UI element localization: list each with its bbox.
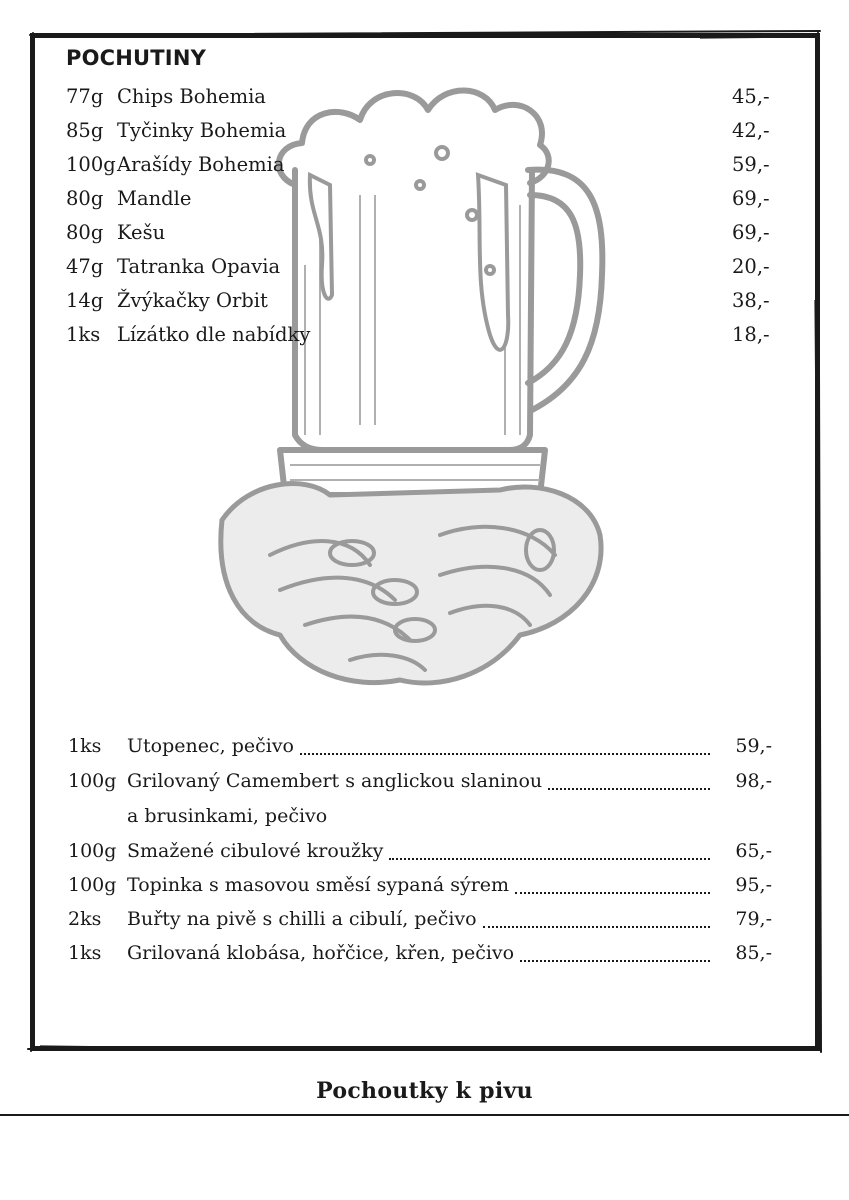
- food-quantity: 100g: [68, 770, 117, 792]
- snack-price: 38,-: [732, 289, 770, 312]
- dot-leader: [300, 752, 710, 755]
- food-item: [68, 731, 774, 761]
- snack-name: Tatranka Opavia: [117, 255, 281, 278]
- food-price: 85,-: [735, 942, 772, 964]
- snack-price: 59,-: [732, 153, 770, 176]
- page-footer-title: Pochoutky k pivu: [316, 1078, 533, 1104]
- snack-quantity: 80g: [66, 187, 104, 210]
- snack-quantity: 100g: [66, 153, 116, 176]
- snack-name: Tyčinky Bohemia: [117, 119, 287, 142]
- snack-item: [66, 184, 778, 214]
- food-price: 95,-: [735, 874, 772, 896]
- food-price: 65,-: [735, 840, 772, 862]
- dot-leader: [389, 857, 710, 860]
- snack-item: [66, 320, 778, 350]
- snack-quantity: 1ks: [66, 323, 101, 346]
- dot-leader: [483, 925, 710, 928]
- dot-leader: [548, 787, 710, 790]
- food-name: Grilovaný Camembert s anglickou slaninou: [127, 770, 543, 792]
- snack-quantity: 47g: [66, 255, 104, 278]
- section-heading-snacks: POCHUTINY: [66, 46, 207, 70]
- snack-name: Chips Bohemia: [117, 85, 266, 108]
- snack-price: 42,-: [732, 119, 770, 142]
- snack-item: [66, 150, 778, 180]
- food-item: [68, 766, 774, 796]
- snack-name: Žvýkačky Orbit: [117, 289, 268, 312]
- snack-quantity: 77g: [66, 85, 104, 108]
- snack-quantity: 85g: [66, 119, 104, 142]
- food-name: Grilovaná klobása, hořčice, křen, pečivo: [127, 942, 515, 964]
- snack-name: Kešu: [117, 221, 166, 244]
- food-name: Topinka s masovou směsí sypaná sýrem: [127, 874, 510, 896]
- food-price: 79,-: [735, 908, 772, 930]
- food-name: Buřty na pivě s chilli a cibulí, pečivo: [127, 908, 477, 930]
- snack-item: [66, 218, 778, 248]
- food-quantity: 1ks: [68, 942, 102, 964]
- snack-item: [66, 252, 778, 282]
- snack-price: 20,-: [732, 255, 770, 278]
- food-item: [68, 870, 774, 900]
- snack-price: 69,-: [732, 221, 770, 244]
- snack-name: Arašídy Bohemia: [117, 153, 285, 176]
- food-price: 98,-: [735, 770, 772, 792]
- food-quantity: 100g: [68, 874, 117, 896]
- footer-divider: [0, 1114, 849, 1116]
- snack-item: [66, 286, 778, 316]
- snack-name: Lízátko dle nabídky: [117, 323, 311, 346]
- snack-quantity: 14g: [66, 289, 104, 312]
- snack-item: [66, 82, 778, 112]
- dot-leader: [520, 959, 710, 962]
- food-item: [68, 904, 774, 934]
- food-name: Smažené cibulové kroužky: [127, 840, 384, 862]
- food-quantity: 2ks: [68, 908, 102, 930]
- food-name: Utopenec, pečivo: [127, 735, 294, 757]
- food-name: a brusinkami, pečivo: [127, 805, 328, 827]
- food-price: 59,-: [735, 735, 772, 757]
- dot-leader: [515, 891, 710, 894]
- snack-price: 69,-: [732, 187, 770, 210]
- snack-name: Mandle: [117, 187, 192, 210]
- food-quantity: 100g: [68, 840, 117, 862]
- snack-price: 45,-: [732, 85, 770, 108]
- food-item: [68, 836, 774, 866]
- food-item-continuation: [68, 801, 774, 831]
- food-quantity: 1ks: [68, 735, 102, 757]
- food-item: [68, 938, 774, 968]
- snack-quantity: 80g: [66, 221, 104, 244]
- snack-price: 18,-: [732, 323, 770, 346]
- snack-item: [66, 116, 778, 146]
